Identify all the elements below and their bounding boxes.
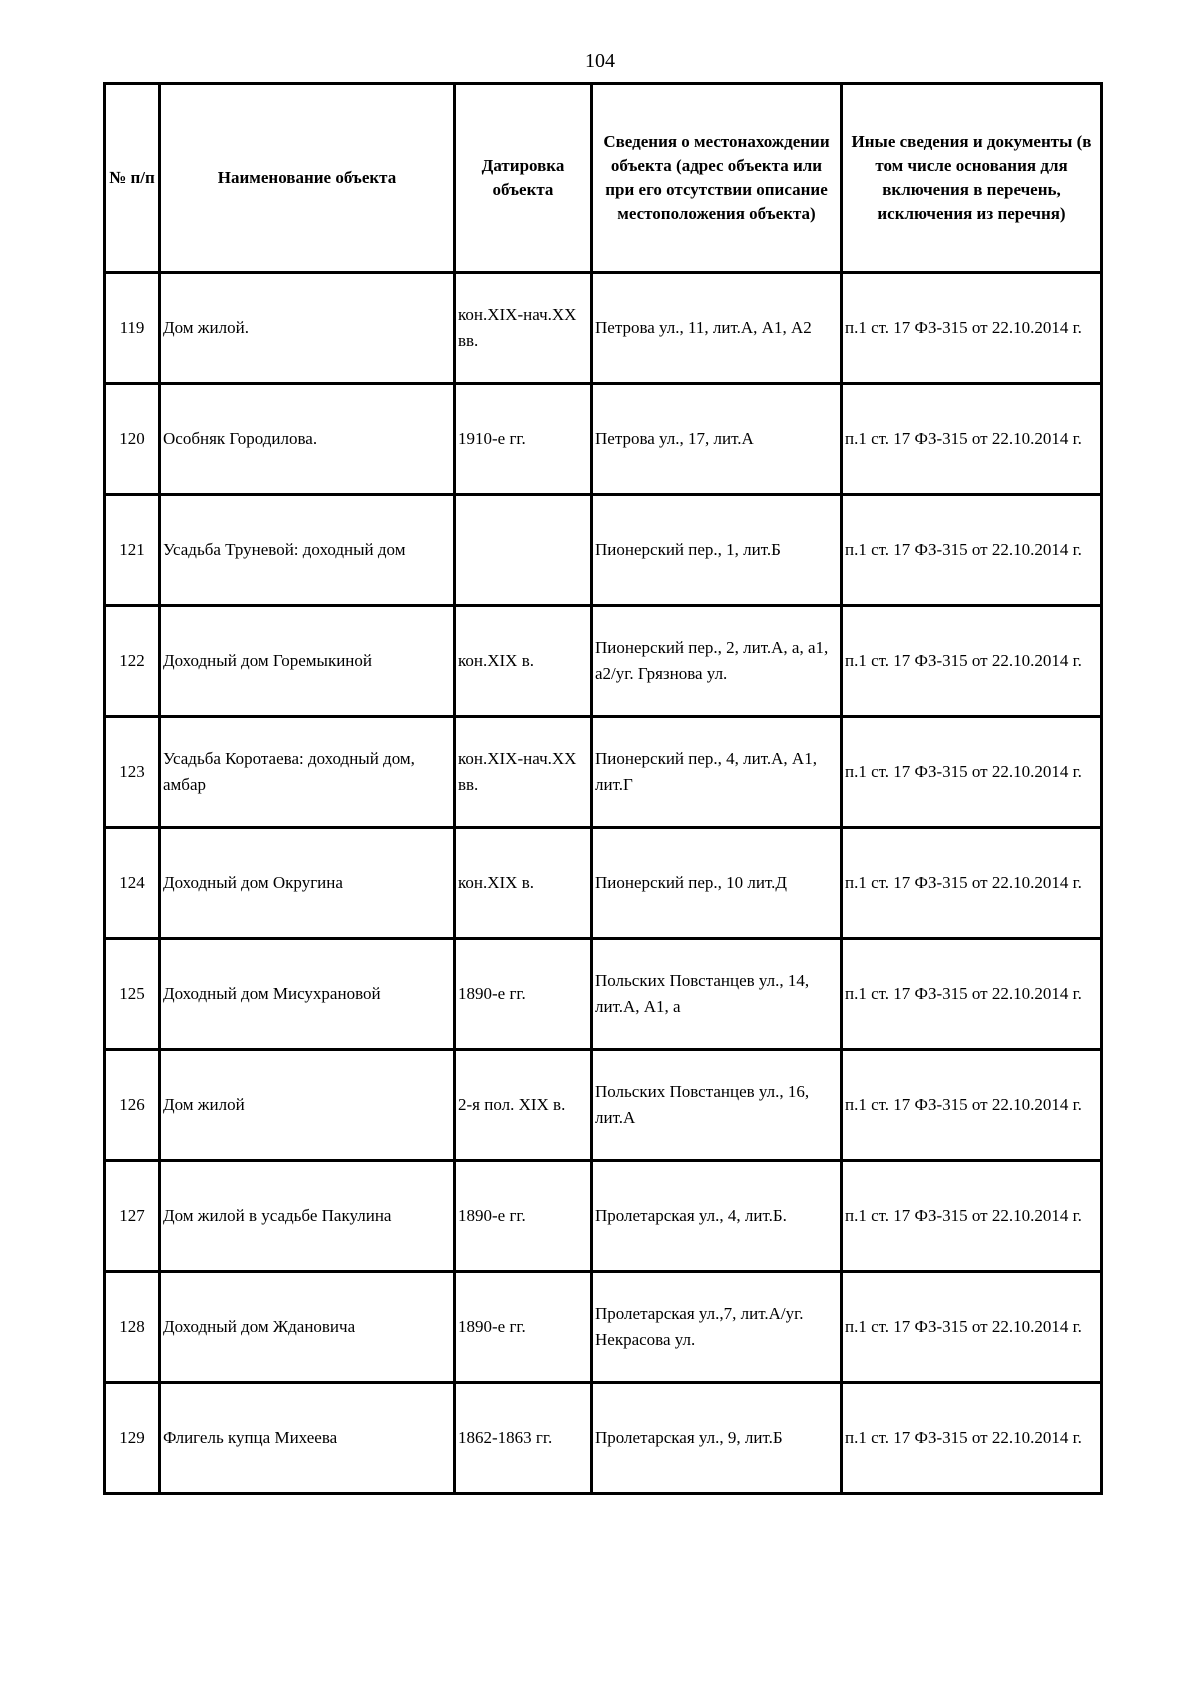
table-row xyxy=(105,384,1102,495)
object-other-info: п.1 ст. 17 ФЗ-315 от 22.10.2014 г. xyxy=(842,606,1102,717)
row-number: 124 xyxy=(105,828,160,939)
object-dating: кон.XIX-нач.XX вв. xyxy=(455,273,592,384)
object-other-info: п.1 ст. 17 ФЗ-315 от 22.10.2014 г. xyxy=(842,1161,1102,1272)
header-dating: Датировка объекта xyxy=(455,84,592,273)
object-location: Пионерский пер., 10 лит.Д xyxy=(592,828,842,939)
object-other-info: п.1 ст. 17 ФЗ-315 от 22.10.2014 г. xyxy=(842,1050,1102,1161)
object-dating: 1890-е гг. xyxy=(455,939,592,1050)
object-location: Пионерский пер., 2, лит.А, а, а1, а2/уг. Грязнова ул. xyxy=(592,606,842,717)
header-object-name: Наименование объекта xyxy=(160,84,455,273)
object-name: Доходный дом Ждановича xyxy=(160,1272,455,1383)
table-row xyxy=(105,717,1102,828)
object-location: Пионерский пер., 4, лит.А, А1, лит.Г xyxy=(592,717,842,828)
object-other-info: п.1 ст. 17 ФЗ-315 от 22.10.2014 г. xyxy=(842,717,1102,828)
object-dating xyxy=(455,495,592,606)
object-other-info: п.1 ст. 17 ФЗ-315 от 22.10.2014 г. xyxy=(842,1272,1102,1383)
table-row xyxy=(105,606,1102,717)
page-number: 104 xyxy=(585,50,615,72)
object-location: Петрова ул., 11, лит.А, А1, А2 xyxy=(592,273,842,384)
object-name: Дом жилой xyxy=(160,1050,455,1161)
table-row xyxy=(105,1383,1102,1494)
row-number: 121 xyxy=(105,495,160,606)
object-dating: 1910-е гг. xyxy=(455,384,592,495)
table-row xyxy=(105,273,1102,384)
table-row xyxy=(105,939,1102,1050)
object-name: Дом жилой в усадьбе Пакулина xyxy=(160,1161,455,1272)
row-number: 127 xyxy=(105,1161,160,1272)
object-location: Пионерский пер., 1, лит.Б xyxy=(592,495,842,606)
row-number: 128 xyxy=(105,1272,160,1383)
object-other-info: п.1 ст. 17 ФЗ-315 от 22.10.2014 г. xyxy=(842,939,1102,1050)
table-row xyxy=(105,1161,1102,1272)
object-name: Усадьба Труневой: доходный дом xyxy=(160,495,455,606)
object-other-info: п.1 ст. 17 ФЗ-315 от 22.10.2014 г. xyxy=(842,1383,1102,1494)
object-location: Пролетарская ул., 9, лит.Б xyxy=(592,1383,842,1494)
header-number: № п/п xyxy=(105,84,160,273)
object-dating: 2-я пол. XIX в. xyxy=(455,1050,592,1161)
object-other-info: п.1 ст. 17 ФЗ-315 от 22.10.2014 г. xyxy=(842,828,1102,939)
object-name: Особняк Городилова. xyxy=(160,384,455,495)
table-body xyxy=(105,273,1102,1494)
object-other-info: п.1 ст. 17 ФЗ-315 от 22.10.2014 г. xyxy=(842,273,1102,384)
object-name: Доходный дом Мисухрановой xyxy=(160,939,455,1050)
object-dating: кон.XIX в. xyxy=(455,828,592,939)
object-name: Флигель купца Михеева xyxy=(160,1383,455,1494)
header-other-info: Иные сведения и документы (в том числе основания для включения в перечень, исключения из перечня) xyxy=(842,84,1102,273)
table-row xyxy=(105,828,1102,939)
object-dating: кон.XIX в. xyxy=(455,606,592,717)
object-dating: 1890-е гг. xyxy=(455,1161,592,1272)
row-number: 122 xyxy=(105,606,160,717)
object-dating: кон.XIX-нач.XX вв. xyxy=(455,717,592,828)
header-location: Сведения о местонахождении объекта (адрес объекта или при его отсутствии описание местоположения объекта) xyxy=(592,84,842,273)
object-location: Пролетарская ул.,7, лит.А/уг. Некрасова ул. xyxy=(592,1272,842,1383)
object-location: Польских Повстанцев ул., 14, лит.А, А1, а xyxy=(592,939,842,1050)
object-name: Доходный дом Горемыкиной xyxy=(160,606,455,717)
object-location: Польских Повстанцев ул., 16, лит.А xyxy=(592,1050,842,1161)
object-location: Пролетарская ул., 4, лит.Б. xyxy=(592,1161,842,1272)
row-number: 119 xyxy=(105,273,160,384)
object-other-info: п.1 ст. 17 ФЗ-315 от 22.10.2014 г. xyxy=(842,384,1102,495)
row-number: 125 xyxy=(105,939,160,1050)
row-number: 123 xyxy=(105,717,160,828)
object-location: Петрова ул., 17, лит.А xyxy=(592,384,842,495)
row-number: 129 xyxy=(105,1383,160,1494)
table-row xyxy=(105,495,1102,606)
object-name: Доходный дом Округина xyxy=(160,828,455,939)
row-number: 120 xyxy=(105,384,160,495)
table-row xyxy=(105,1272,1102,1383)
row-number: 126 xyxy=(105,1050,160,1161)
object-dating: 1862-1863 гг. xyxy=(455,1383,592,1494)
table-header-row xyxy=(105,84,1102,273)
object-dating: 1890-е гг. xyxy=(455,1272,592,1383)
heritage-objects-table xyxy=(103,82,1103,1495)
object-name: Дом жилой. xyxy=(160,273,455,384)
object-name: Усадьба Коротаева: доходный дом, амбар xyxy=(160,717,455,828)
object-other-info: п.1 ст. 17 ФЗ-315 от 22.10.2014 г. xyxy=(842,495,1102,606)
table-row xyxy=(105,1050,1102,1161)
